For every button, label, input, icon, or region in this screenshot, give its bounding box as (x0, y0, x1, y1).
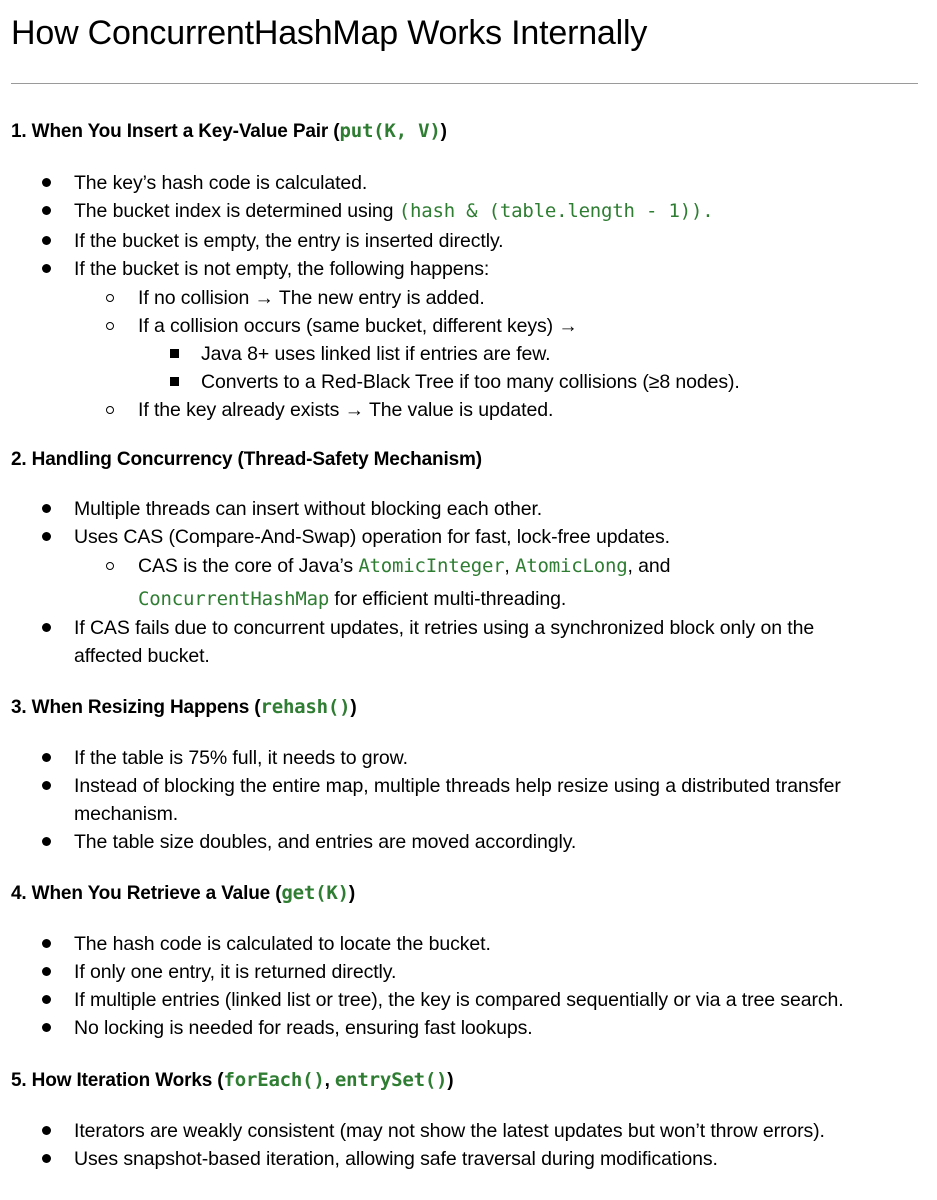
bullet-disc (42, 228, 51, 254)
code-concurrent-hash-map: ConcurrentHashMap (138, 588, 330, 610)
heading-text: 4. When You Retrieve a Value ( (11, 883, 282, 904)
bullet-square (170, 369, 179, 395)
bullet-disc (42, 170, 51, 196)
bullet-disc (42, 1015, 51, 1041)
bullet-circle (106, 397, 114, 423)
bullet-square (170, 341, 179, 367)
item-text: for efficient multi-threading. (329, 588, 567, 610)
code-get: get(K) (281, 882, 349, 904)
bullet-disc (42, 745, 51, 771)
bullet-disc (42, 524, 51, 550)
item-text: CAS is the core of Java’s (138, 555, 359, 577)
section-heading-iteration (11, 1067, 453, 1094)
list-item: If multiple entries (linked list or tree), the key is compared sequentially or via a tree search. (74, 989, 844, 1011)
code-for-each: forEach() (223, 1069, 325, 1091)
bullet-disc (42, 773, 51, 799)
list-item: If the table is 75% full, it needs to grow. (74, 747, 408, 769)
code-put: put(K, V) (339, 120, 441, 142)
heading-text: 3. When Resizing Happens ( (11, 697, 261, 718)
page-title: How ConcurrentHashMap Works Internally (11, 14, 648, 52)
section-heading-resizing (11, 694, 357, 721)
bullet-circle (106, 313, 114, 339)
bullet-disc (42, 256, 51, 282)
item-text: , (504, 555, 516, 577)
list-item: If only one entry, it is returned directly. (74, 961, 397, 983)
list-item: The hash code is calculated to locate the bucket. (74, 933, 491, 955)
bullet-disc (42, 931, 51, 957)
section-heading-insert (11, 118, 447, 145)
section-heading-retrieve (11, 880, 355, 907)
list-item: If CAS fails due to concurrent updates, it retries using a synchronized block only on the (74, 617, 815, 639)
list-item-continuation: affected bucket. (74, 645, 210, 667)
list-item: Uses CAS (Compare-And-Swap) operation for fast, lock-free updates. (74, 526, 670, 548)
heading-text: ) (350, 697, 357, 718)
list-item: If a collision occurs (same bucket, different keys) → (138, 315, 578, 337)
list-item: If the bucket is empty, the entry is inserted directly. (74, 230, 504, 252)
item-text: . (702, 200, 714, 222)
title-divider (11, 83, 918, 84)
bullet-disc (42, 959, 51, 985)
list-item (74, 198, 713, 224)
bullet-circle (106, 285, 114, 311)
bullet-disc (42, 829, 51, 855)
bullet-disc (42, 1118, 51, 1144)
heading-text: , (324, 1070, 335, 1091)
bullet-circle (106, 553, 114, 579)
list-item: If the key already exists → The value is updated. (138, 399, 554, 421)
heading-text: ) (447, 1070, 454, 1091)
heading-text: ) (348, 883, 356, 904)
list-item: If the bucket is not empty, the following happens: (74, 258, 490, 280)
list-item: Java 8+ uses linked list if entries are few. (201, 343, 551, 365)
bullet-disc (42, 1146, 51, 1172)
list-item: Multiple threads can insert without blocking each other. (74, 498, 543, 520)
bullet-disc (42, 496, 51, 522)
heading-text: 5. How Iteration Works ( (11, 1070, 224, 1091)
list-item: Converts to a Red-Black Tree if too many collisions (≥8 nodes). (201, 371, 740, 393)
list-item: Iterators are weakly consistent (may not show the latest updates but won’t throw errors). (74, 1120, 825, 1142)
bullet-disc (42, 198, 51, 224)
section-heading-concurrency (11, 447, 482, 473)
heading-text: ) (440, 121, 447, 142)
code-atomic-integer: AtomicInteger (358, 555, 505, 577)
heading-text: 1. When You Insert a Key-Value Pair ( (11, 121, 340, 142)
code-entry-set: entrySet() (334, 1069, 448, 1091)
list-item: The table size doubles, and entries are moved accordingly. (74, 831, 577, 853)
list-item: No locking is needed for reads, ensuring fast lookups. (74, 1017, 533, 1039)
list-item: If no collision → The new entry is added. (138, 287, 485, 309)
list-item-continuation (138, 586, 566, 612)
code-atomic-long: AtomicLong (515, 555, 628, 577)
item-text: The bucket index is determined using (74, 200, 399, 222)
list-item: Uses snapshot-based iteration, allowing safe traversal during modifications. (74, 1148, 718, 1170)
bullet-disc (42, 615, 51, 641)
code-rehash: rehash() (260, 696, 351, 718)
list-item: The key’s hash code is calculated. (74, 172, 368, 194)
list-item (138, 553, 670, 579)
code-bucket-index: (hash & (table.length - 1)) (398, 200, 703, 222)
list-item-continuation: mechanism. (74, 803, 179, 825)
bullet-disc (42, 987, 51, 1013)
list-item: Instead of blocking the entire map, multiple threads help resize using a distributed transfer (74, 775, 841, 797)
item-text: , and (627, 555, 671, 577)
heading-text: 2. Handling Concurrency (Thread-Safety Mechanism) (11, 449, 482, 470)
